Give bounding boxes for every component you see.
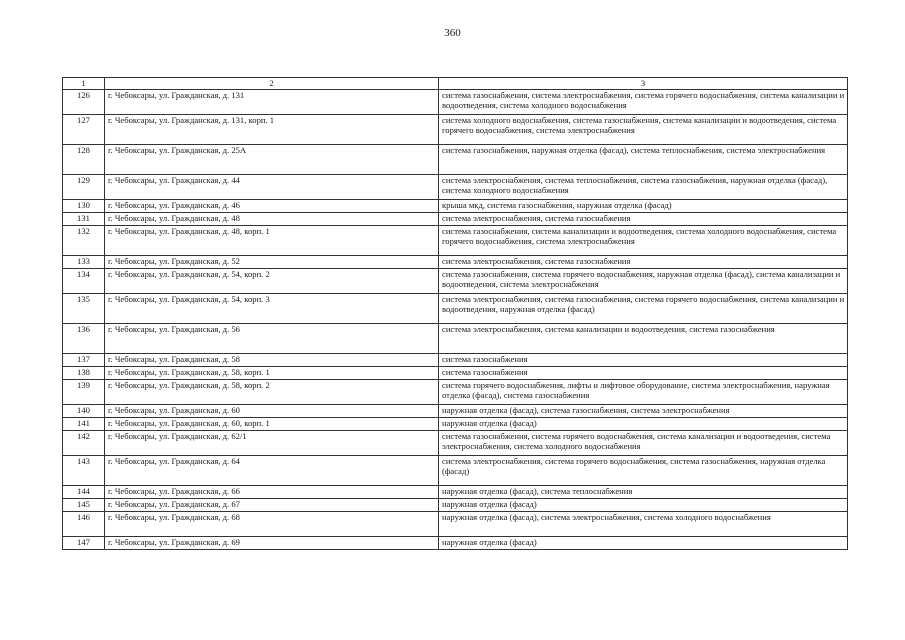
row-address: г. Чебоксары, ул. Гражданская, д. 60, корп. 1	[105, 418, 439, 431]
row-systems: система газоснабжения, система горячего водоснабжения, наружная отделка (фасад), система канализации и водоотведения, система электроснабжения	[439, 269, 848, 294]
row-address: г. Чебоксары, ул. Гражданская, д. 56	[105, 324, 439, 354]
row-number: 129	[63, 175, 105, 200]
row-number: 146	[63, 512, 105, 537]
row-systems: наружная отделка (фасад), система теплоснабжения	[439, 486, 848, 499]
row-number: 127	[63, 115, 105, 145]
row-number: 136	[63, 324, 105, 354]
row-address: г. Чебоксары, ул. Гражданская, д. 66	[105, 486, 439, 499]
row-address: г. Чебоксары, ул. Гражданская, д. 69	[105, 537, 439, 550]
row-systems: система электроснабжения, система канализации и водоотведения, система газоснабжения	[439, 324, 848, 354]
row-number: 147	[63, 537, 105, 550]
row-address: г. Чебоксары, ул. Гражданская, д. 58	[105, 354, 439, 367]
row-systems: система газоснабжения, наружная отделка (фасад), система теплоснабжения, система электроснабжения	[439, 145, 848, 175]
row-address: г. Чебоксары, ул. Гражданская, д. 67	[105, 499, 439, 512]
row-address: г. Чебоксары, ул. Гражданская, д. 131, корп. 1	[105, 115, 439, 145]
row-number: 128	[63, 145, 105, 175]
table-row	[63, 486, 848, 499]
row-number: 140	[63, 405, 105, 418]
address-systems-table	[62, 77, 848, 550]
table-row	[63, 200, 848, 213]
row-systems: наружная отделка (фасад)	[439, 537, 848, 550]
row-address: г. Чебоксары, ул. Гражданская, д. 62/1	[105, 431, 439, 456]
row-number: 139	[63, 380, 105, 405]
row-address: г. Чебоксары, ул. Гражданская, д. 68	[105, 512, 439, 537]
column-header-number: 1	[63, 78, 105, 90]
table-row	[63, 213, 848, 226]
table-row	[63, 226, 848, 256]
page-number: 360	[444, 27, 461, 39]
table-row	[63, 175, 848, 200]
table-row	[63, 512, 848, 537]
row-address: г. Чебоксары, ул. Гражданская, д. 44	[105, 175, 439, 200]
table-row	[63, 380, 848, 405]
table-row	[63, 145, 848, 175]
row-systems: система электроснабжения, система теплоснабжения, система газоснабжения, наружная отделка (фасад), система холодного водоснабжения	[439, 175, 848, 200]
row-number: 130	[63, 200, 105, 213]
row-address: г. Чебоксары, ул. Гражданская, д. 46	[105, 200, 439, 213]
row-address: г. Чебоксары, ул. Гражданская, д. 58, корп. 1	[105, 367, 439, 380]
row-number: 141	[63, 418, 105, 431]
row-number: 135	[63, 294, 105, 324]
table-row	[63, 418, 848, 431]
column-header-address: 2	[105, 78, 439, 90]
row-number: 144	[63, 486, 105, 499]
table-row	[63, 256, 848, 269]
row-number: 143	[63, 456, 105, 486]
row-address: г. Чебоксары, ул. Гражданская, д. 48, корп. 1	[105, 226, 439, 256]
row-number: 142	[63, 431, 105, 456]
row-number: 138	[63, 367, 105, 380]
row-number: 131	[63, 213, 105, 226]
row-systems: наружная отделка (фасад), система газоснабжения, система электроснабжения	[439, 405, 848, 418]
row-systems: наружная отделка (фасад), система электроснабжения, система холодного водоснабжения	[439, 512, 848, 537]
table-row	[63, 537, 848, 550]
row-number: 137	[63, 354, 105, 367]
row-systems: система газоснабжения, система канализации и водоотведения, система холодного водоснабжения, система горячего водоснабжения, система электроснабжения	[439, 226, 848, 256]
row-systems: наружная отделка (фасад)	[439, 418, 848, 431]
table-row	[63, 367, 848, 380]
row-systems: система газоснабжения	[439, 354, 848, 367]
row-number: 132	[63, 226, 105, 256]
row-systems: система холодного водоснабжения, система газоснабжения, система канализации и водоотведения, система горячего водоснабжения, система электроснабжения	[439, 115, 848, 145]
row-address: г. Чебоксары, ул. Гражданская, д. 60	[105, 405, 439, 418]
row-systems: система горячего водоснабжения, лифты и лифтовое оборудование, система электроснабжения, наружная отделка (фасад), система газоснабжения	[439, 380, 848, 405]
row-systems: система электроснабжения, система горячего водоснабжения, система газоснабжения, наружная отделка (фасад)	[439, 456, 848, 486]
row-address: г. Чебоксары, ул. Гражданская, д. 131	[105, 90, 439, 115]
row-systems: система электроснабжения, система газоснабжения, система горячего водоснабжения, система канализации и водоотведения, наружная отделка (фасад)	[439, 294, 848, 324]
row-address: г. Чебоксары, ул. Гражданская, д. 54, корп. 3	[105, 294, 439, 324]
row-systems: система электроснабжения, система газоснабжения	[439, 256, 848, 269]
table-row	[63, 405, 848, 418]
row-number: 126	[63, 90, 105, 115]
table-row	[63, 269, 848, 294]
table-row	[63, 456, 848, 486]
column-header-systems: 3	[439, 78, 848, 90]
table-row	[63, 294, 848, 324]
row-address: г. Чебоксары, ул. Гражданская, д. 58, корп. 2	[105, 380, 439, 405]
row-systems: система газоснабжения, система электроснабжения, система горячего водоснабжения, система канализации и водоотведения, система холодного водоснабжения	[439, 90, 848, 115]
row-number: 134	[63, 269, 105, 294]
row-address: г. Чебоксары, ул. Гражданская, д. 48	[105, 213, 439, 226]
row-number: 133	[63, 256, 105, 269]
table-row	[63, 115, 848, 145]
table-header-row	[63, 78, 848, 90]
row-systems: система газоснабжения, система горячего водоснабжения, система канализации и водоотведения, система электроснабжения, система холодного водоснабжения	[439, 431, 848, 456]
row-address: г. Чебоксары, ул. Гражданская, д. 52	[105, 256, 439, 269]
table-row	[63, 90, 848, 115]
table-row	[63, 499, 848, 512]
row-address: г. Чебоксары, ул. Гражданская, д. 25А	[105, 145, 439, 175]
row-systems: наружная отделка (фасад)	[439, 499, 848, 512]
row-systems: крыша мкд, система газоснабжения, наружная отделка (фасад)	[439, 200, 848, 213]
row-systems: система электроснабжения, система газоснабжения	[439, 213, 848, 226]
table-row	[63, 354, 848, 367]
table-row	[63, 324, 848, 354]
row-address: г. Чебоксары, ул. Гражданская, д. 64	[105, 456, 439, 486]
row-systems: система газоснабжения	[439, 367, 848, 380]
row-number: 145	[63, 499, 105, 512]
table-row	[63, 431, 848, 456]
row-address: г. Чебоксары, ул. Гражданская, д. 54, корп. 2	[105, 269, 439, 294]
